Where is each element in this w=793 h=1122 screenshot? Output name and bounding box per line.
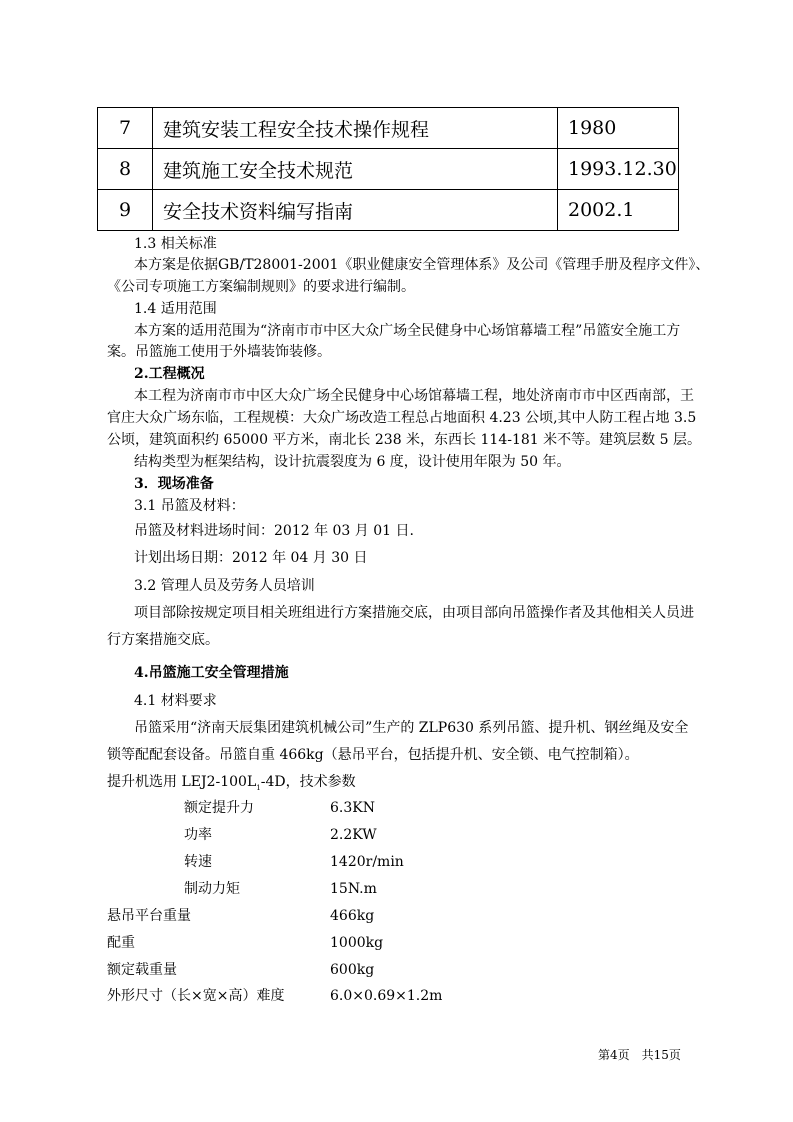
paragraph-line: 本工程为济南市市中区大众广场全民健身中心场馆幕墙工程，地处济南市市中区西南部，王 xyxy=(134,388,694,404)
standards-table xyxy=(97,107,679,231)
paragraph-line: 本方案的适用范围为“济南市市中区大众广场全民健身中心场馆幕墙工程”吊篮安全施工方 xyxy=(134,323,681,339)
section-heading: 4.1 材料要求 xyxy=(134,693,217,709)
spec-label: 额定载重量 xyxy=(107,962,177,978)
section-heading: 3.2 管理人员及劳务人员培训 xyxy=(134,578,315,594)
section-heading: 2.工程概况 xyxy=(134,366,205,382)
paragraph-line: 案。吊篮施工使用于外墙装饰装修。 xyxy=(107,344,331,360)
paragraph-line: 行方案措施交底。 xyxy=(107,632,219,648)
section-heading: 4.吊篮施工安全管理措施 xyxy=(134,665,289,681)
paragraph-line: 结构类型为框架结构，设计抗震裂度为 6 度，设计使用年限为 50 年。 xyxy=(134,454,571,470)
paragraph-line: 吊篮及材料进场时间：2012 年 03 月 01 日. xyxy=(134,523,414,539)
paragraph-line: 官庄大众广场东临，工程规模：大众广场改造工程总占地面积 4.23 公顷,其中人防工程占地 3.5 xyxy=(107,410,697,426)
paragraph-line: 锁等配配套设备。吊篮自重 466kg（悬吊平台，包括提升机、安全锁、电气控制箱）。 xyxy=(107,747,639,763)
spec-label: 额定提升力 xyxy=(184,800,254,816)
paragraph-line: 公顷，建筑面积约 65000 平方米，南北长 238 米，东西长 114-181 米不等。建筑层数 5 层。 xyxy=(107,432,701,448)
paragraph-line: 《公司专项施工方案编制规则》的要求进行编制。 xyxy=(107,279,415,295)
spec-value: 6.3KN xyxy=(330,800,375,816)
spec-label: 转速 xyxy=(184,854,212,870)
table-row: 9 安全技术资料编写指南 2002.1 xyxy=(98,190,679,231)
spec-value: 600kg xyxy=(330,962,375,978)
table-row: 8 建筑施工安全技术规范 1993.12.30 xyxy=(98,149,679,190)
section-heading: 3.1 吊篮及材料： xyxy=(134,498,245,514)
paragraph-line: 吊篮采用“济南天辰集团建筑机械公司”生产的 ZLP630 系列吊篮、提升机、钢丝绳及安全 xyxy=(134,720,689,736)
spec-value: 466kg xyxy=(330,908,375,924)
page-number: 第4页 共15页 xyxy=(598,1048,681,1062)
section-heading: 3．现场准备 xyxy=(134,476,214,492)
section-heading: 1.4 适用范围 xyxy=(134,301,217,317)
spec-value: 15N.m xyxy=(330,881,377,897)
paragraph-line: 本方案是依据GB/T28001-2001《职业健康安全管理体系》及公司《管理手册及程序文件》、 xyxy=(134,257,710,273)
spec-label: 配重 xyxy=(107,935,135,951)
spec-label: 制动力矩 xyxy=(184,881,240,897)
paragraph-line: 项目部除按规定项目相关班组进行方案措施交底，由项目部向吊篮操作者及其他相关人员进 xyxy=(134,605,694,621)
spec-value: 6.0×0.69×1.2m xyxy=(330,988,443,1004)
spec-value: 2.2KW xyxy=(330,827,377,843)
spec-label: 功率 xyxy=(184,827,212,843)
spec-value: 1420r/min xyxy=(330,854,404,870)
table-row: 7 建筑安装工程安全技术操作规程 1980 xyxy=(98,108,679,149)
spec-label: 悬吊平台重量 xyxy=(107,908,191,924)
spec-label: 外形尺寸（长×宽×高）难度 xyxy=(107,988,285,1004)
section-heading: 1.3 相关标准 xyxy=(134,236,217,252)
paragraph-line: 计划出场日期：2012 年 04 月 30 日 xyxy=(134,550,368,566)
spec-value: 1000kg xyxy=(330,935,384,951)
paragraph-line: 提升机选用 $LEJ2-100L_1-4D$，技术参数 xyxy=(107,774,356,792)
